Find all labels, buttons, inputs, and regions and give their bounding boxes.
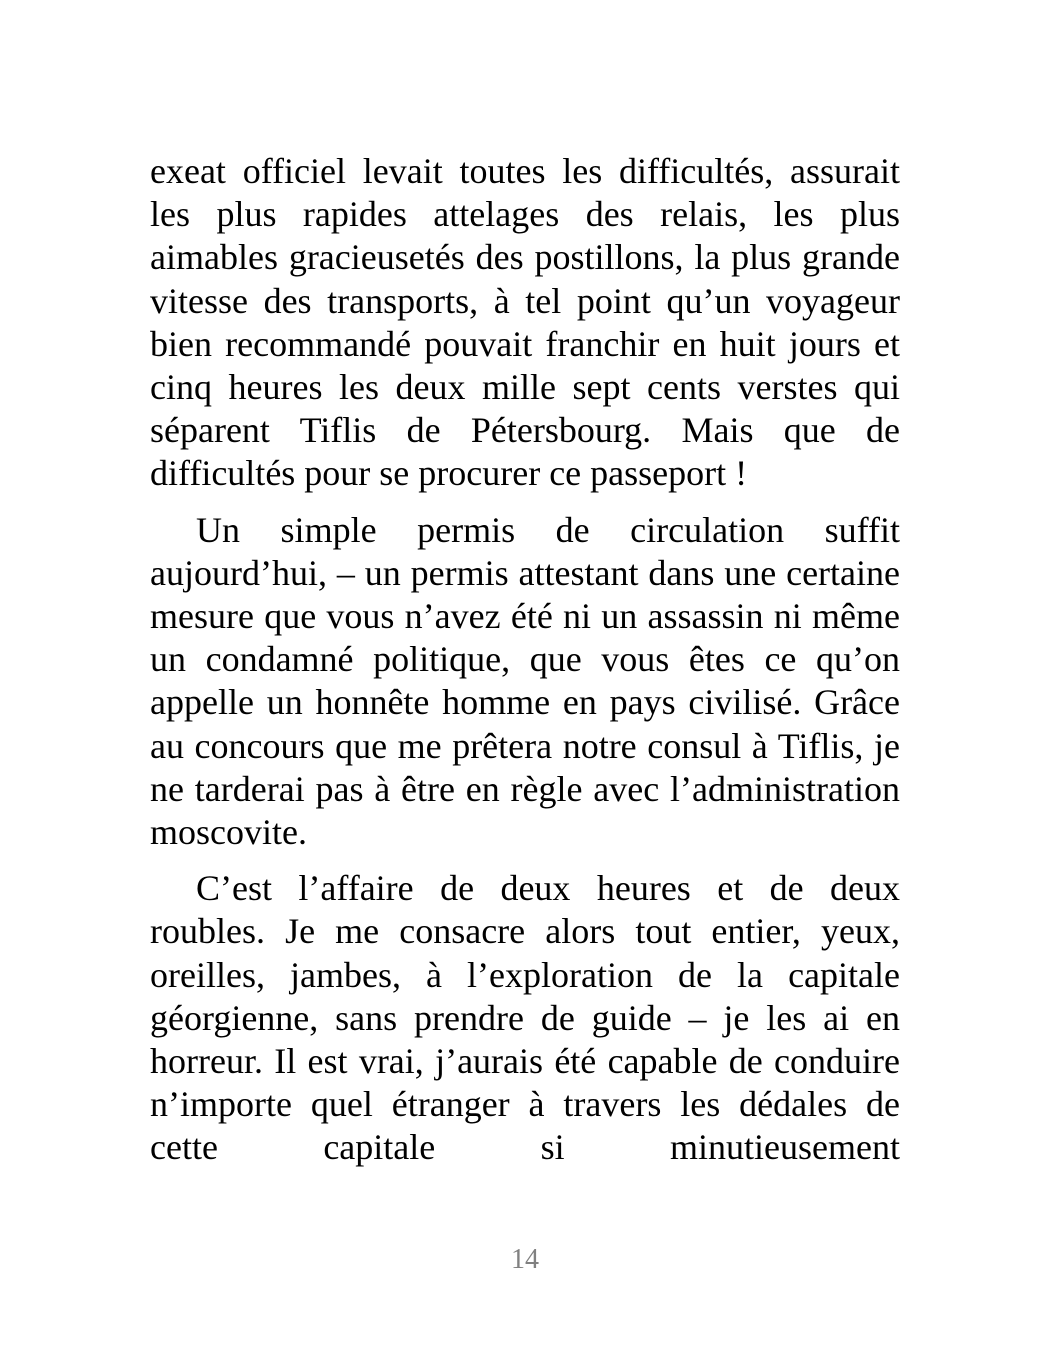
page-number: 14	[511, 1244, 539, 1275]
paragraph-1: exeat officiel levait toutes les difficultés, assurait les plus rapides attelages des relais, les plus aimables gracieusetés des postillons, la plus grande vitesse des transports, à tel point qu’un voyageur bien recommandé pouvait franchir en huit jours et cinq heures les deux mille sept cents verstes qui séparent Tiflis de Pétersbourg. Mais que de difficultés pour se procurer ce passeport !	[150, 151, 900, 494]
paragraph-2: Un simple permis de circulation suffit aujourd’hui, – un permis attestant dans une certaine mesure que vous n’avez été ni un assassin ni même un condamné politique, que vous êtes ce qu’on appelle un honnête homme en pays civilisé. Grâce au concours que me prêtera notre consul à Tiflis, je ne tarderai pas à être en règle avec l’administration moscovite.	[150, 509, 900, 853]
body-text	[150, 150, 900, 1170]
paragraph-3: C’est l’affaire de deux heures et de deux roubles. Je me consacre alors tout entier, yeux, oreilles, jambes, à l’exploration de la capitale géorgienne, sans prendre de guide – je les ai en horreur. Il est vrai, j’aurais été capable de conduire n’importe quel étranger à travers les dédales de cette capitale si minutieusement	[150, 868, 900, 1168]
